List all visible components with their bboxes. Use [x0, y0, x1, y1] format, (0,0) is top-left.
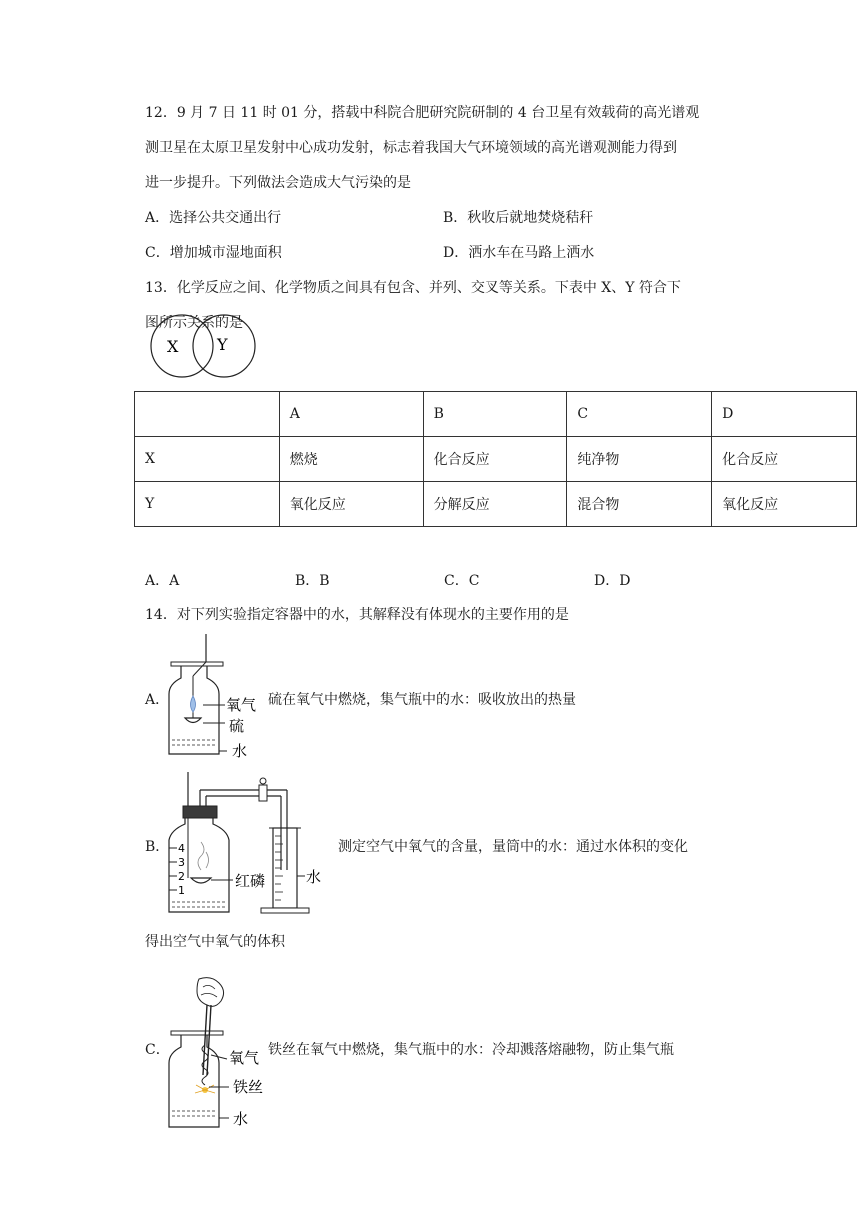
table-cell: 化合反应	[423, 437, 567, 482]
q12-stem-line-1: 12．9 月 7 日 11 时 01 分，搭载中科院合肥研究院研制的 4 台卫星有效载荷的高光谱观	[145, 105, 700, 121]
q12-option-d: D．洒水车在马路上洒水	[443, 245, 595, 261]
label-water: 水	[232, 742, 248, 760]
label-red-phosphorus: 红磷	[235, 872, 266, 890]
table-row	[135, 482, 857, 527]
q14-option-c-text: 铁丝在氧气中燃烧，集气瓶中的水：冷却溅落熔融物，防止集气瓶	[268, 1042, 674, 1058]
scale-mark: 4	[178, 842, 185, 855]
q13-option-d: D．D	[594, 573, 631, 589]
label-sulfur: 硫	[229, 717, 245, 735]
table-cell: 分解反应	[423, 482, 567, 527]
table-row	[135, 437, 857, 482]
scale-mark: 1	[178, 884, 185, 897]
venn-diagram	[145, 312, 265, 382]
table-cell: 纯净物	[567, 437, 712, 482]
q12-stem-line-2: 测卫星在太原卫星发射中心成功发射，标志着我国大气环境领域的高光谱观测能力得到	[145, 140, 677, 156]
table-cell: C	[567, 392, 712, 437]
table-cell: X	[135, 437, 280, 482]
iron-wire-combustion-apparatus	[163, 975, 273, 1135]
q13-table	[134, 391, 857, 527]
table-cell: 化合反应	[712, 437, 857, 482]
q12-option-c: C．增加城市湿地面积	[145, 245, 282, 261]
table-header-row	[135, 392, 857, 437]
q14-option-a-text: 硫在氧气中燃烧，集气瓶中的水：吸收放出的热量	[268, 692, 576, 708]
q14-option-b-letter: B．	[145, 839, 170, 855]
table-cell: 燃烧	[279, 437, 423, 482]
label-oxygen: 氧气	[226, 696, 257, 714]
table-cell: D	[712, 392, 857, 437]
q14-option-b-text-cont: 得出空气中氧气的体积	[145, 934, 285, 950]
venn-y-label: Y	[217, 335, 228, 354]
q14-stem: 14．对下列实验指定容器中的水，其解释没有体现水的主要作用的是	[145, 607, 569, 623]
table-cell: 氧化反应	[279, 482, 423, 527]
q12-stem-line-3: 进一步提升。下列做法会造成大气污染的是	[145, 175, 411, 191]
q14-option-a-letter: A．	[145, 692, 170, 708]
sulfur-combustion-apparatus	[163, 632, 273, 762]
q13-option-a: A．A	[145, 573, 180, 589]
q13-stem-line-1: 13．化学反应之间、化学物质之间具有包含、并列、交叉等关系。下表中 X、Y 符合下	[145, 280, 681, 296]
oxygen-content-apparatus	[163, 770, 333, 920]
table-cell	[135, 392, 280, 437]
table-cell: 氧化反应	[712, 482, 857, 527]
q12-option-a: A．选择公共交通出行	[145, 210, 282, 226]
scale-mark: 2	[178, 870, 185, 883]
label-iron-wire: 铁丝	[233, 1078, 264, 1096]
table-cell: Y	[135, 482, 280, 527]
q13-option-c: C．C	[444, 573, 480, 589]
table-cell: B	[423, 392, 567, 437]
scale-mark: 3	[178, 856, 185, 869]
label-water: 水	[233, 1110, 249, 1128]
table-cell: 混合物	[567, 482, 712, 527]
label-water: 水	[306, 868, 322, 886]
q12-option-b: B．秋收后就地焚烧秸秆	[443, 210, 594, 226]
q13-stem-line-2: 图所示关系的是	[145, 315, 243, 331]
q14-option-c-letter: C．	[145, 1042, 170, 1058]
label-oxygen: 氧气	[229, 1049, 260, 1067]
q13-option-b: B．B	[295, 573, 330, 589]
q14-option-b-text: 测定空气中氧气的含量，量筒中的水：通过水体积的变化	[338, 839, 688, 855]
venn-x-label: X	[167, 337, 179, 356]
table-cell: A	[279, 392, 423, 437]
